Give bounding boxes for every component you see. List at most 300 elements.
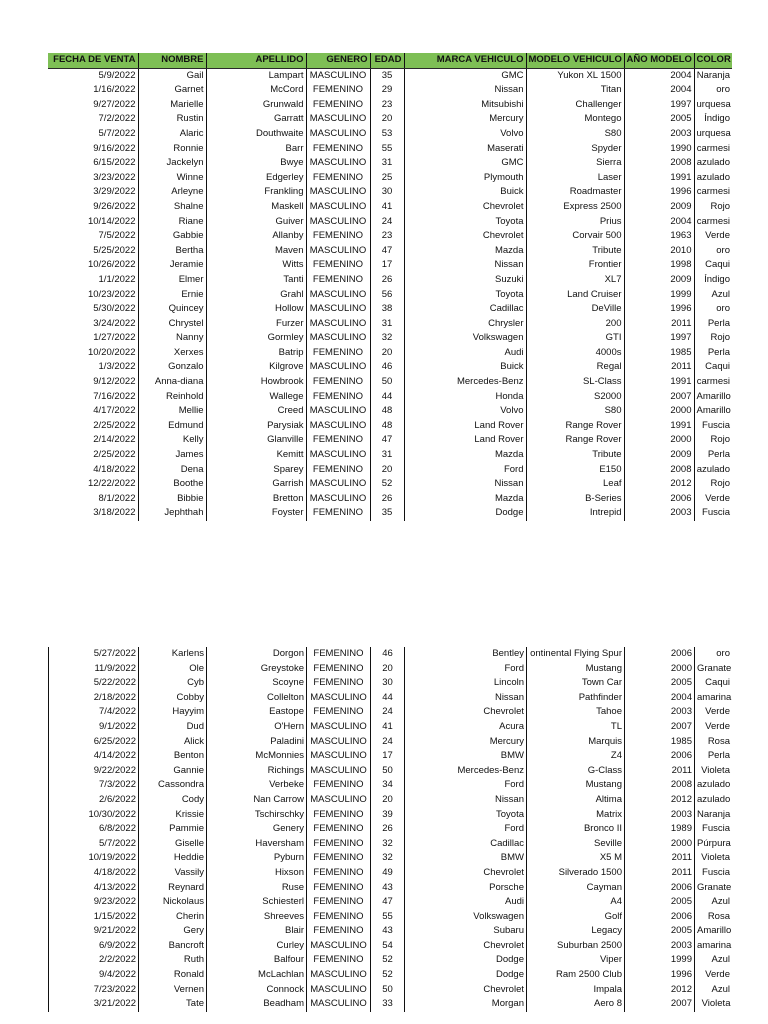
cell-nombre[interactable]: Benton bbox=[139, 749, 207, 764]
cell-anio[interactable]: 2010 bbox=[624, 244, 694, 259]
cell-color[interactable]: Verde bbox=[705, 492, 730, 504]
cell-fecha[interactable]: 7/5/2022 bbox=[48, 229, 138, 244]
cell-genero[interactable]: FEMENINO bbox=[306, 375, 370, 390]
cell-color[interactable]: Violeta bbox=[701, 852, 730, 864]
cell-nombre[interactable]: Arleyne bbox=[138, 185, 206, 200]
cell-color[interactable]: Azul bbox=[711, 983, 730, 995]
cell-genero[interactable]: FEMENINO bbox=[307, 808, 371, 823]
cell-marca[interactable]: Audi bbox=[405, 895, 527, 910]
cell-edad[interactable]: 20 bbox=[371, 662, 405, 677]
cell-anio[interactable]: 2012 bbox=[625, 793, 695, 808]
cell-anio[interactable]: 2007 bbox=[625, 997, 695, 1012]
cell-fecha[interactable]: 4/18/2022 bbox=[48, 463, 138, 478]
cell-genero[interactable]: MASCULINO bbox=[306, 492, 370, 507]
cell-anio[interactable]: 1991 bbox=[624, 375, 694, 390]
cell-apellido[interactable]: Glanville bbox=[206, 433, 306, 448]
cell-marca[interactable]: Chevrolet bbox=[405, 705, 527, 720]
cell-modelo[interactable]: Intrepid bbox=[526, 506, 624, 521]
cell-nombre[interactable]: Shalne bbox=[138, 200, 206, 215]
cell-modelo[interactable]: Cayman bbox=[527, 881, 625, 896]
cell-apellido[interactable]: Hollow bbox=[206, 302, 306, 317]
cell-modelo[interactable]: ontinental Flying Spur bbox=[527, 647, 625, 662]
cell-fecha[interactable]: 1/16/2022 bbox=[48, 83, 138, 98]
cell-marca[interactable]: Suzuki bbox=[404, 273, 526, 288]
cell-marca[interactable]: Nissan bbox=[405, 691, 527, 706]
cell-nombre[interactable]: Rustin bbox=[138, 112, 206, 127]
cell-nombre[interactable]: Jeramie bbox=[138, 258, 206, 273]
cell-edad[interactable]: 23 bbox=[370, 98, 404, 113]
cell-edad[interactable]: 55 bbox=[371, 910, 405, 925]
cell-apellido[interactable]: Barr bbox=[206, 142, 306, 157]
cell-fecha[interactable]: 7/3/2022 bbox=[49, 778, 139, 793]
cell-marca[interactable]: Ford bbox=[404, 463, 526, 478]
cell-marca[interactable]: Nissan bbox=[404, 83, 526, 98]
cell-fecha[interactable]: 9/12/2022 bbox=[48, 375, 138, 390]
cell-genero[interactable]: FEMENINO bbox=[307, 662, 371, 677]
cell-apellido[interactable]: Tanti bbox=[206, 273, 306, 288]
cell-genero[interactable]: FEMENINO bbox=[307, 953, 371, 968]
cell-color[interactable]: Amarillo bbox=[696, 390, 731, 402]
cell-nombre[interactable]: Krissie bbox=[139, 808, 207, 823]
cell-apellido[interactable]: Maskell bbox=[206, 200, 306, 215]
cell-modelo[interactable]: Z4 bbox=[527, 749, 625, 764]
cell-nombre[interactable]: Marielle bbox=[138, 98, 206, 113]
cell-fecha[interactable]: 9/22/2022 bbox=[49, 764, 139, 779]
cell-anio[interactable]: 2000 bbox=[624, 433, 694, 448]
cell-genero[interactable]: FEMENINO bbox=[306, 463, 370, 478]
cell-apellido[interactable]: Paladini bbox=[207, 735, 307, 750]
cell-color[interactable]: Púrpura bbox=[697, 837, 731, 849]
cell-fecha[interactable]: 8/1/2022 bbox=[48, 492, 138, 507]
cell-apellido[interactable]: McCord bbox=[206, 83, 306, 98]
cell-modelo[interactable]: Impala bbox=[527, 983, 625, 998]
cell-genero[interactable]: MASCULINO bbox=[306, 185, 370, 200]
cell-anio[interactable]: 1991 bbox=[624, 171, 694, 186]
cell-apellido[interactable]: Richings bbox=[207, 764, 307, 779]
cell-edad[interactable]: 26 bbox=[370, 492, 404, 507]
cell-fecha[interactable]: 9/21/2022 bbox=[49, 924, 139, 939]
cell-anio[interactable]: 2000 bbox=[624, 404, 694, 419]
cell-genero[interactable]: MASCULINO bbox=[306, 302, 370, 317]
cell-genero[interactable]: FEMENINO bbox=[307, 924, 371, 939]
cell-marca[interactable]: Chevrolet bbox=[405, 939, 527, 954]
cell-anio[interactable]: 2006 bbox=[625, 647, 695, 662]
cell-modelo[interactable]: S2000 bbox=[526, 390, 624, 405]
cell-color[interactable]: Fuscia bbox=[702, 866, 730, 878]
cell-genero[interactable]: FEMENINO bbox=[306, 346, 370, 361]
cell-marca[interactable]: Buick bbox=[404, 185, 526, 200]
cell-nombre[interactable]: Dena bbox=[138, 463, 206, 478]
cell-apellido[interactable]: Grahl bbox=[206, 288, 306, 303]
header-anio[interactable]: AÑO MODELO bbox=[624, 53, 694, 68]
cell-apellido[interactable]: Guiver bbox=[206, 215, 306, 230]
cell-modelo[interactable]: Altima bbox=[527, 793, 625, 808]
cell-apellido[interactable]: Balfour bbox=[207, 953, 307, 968]
cell-color[interactable]: urquesa bbox=[696, 98, 731, 110]
cell-modelo[interactable]: S80 bbox=[526, 404, 624, 419]
cell-anio[interactable]: 2006 bbox=[625, 749, 695, 764]
cell-fecha[interactable]: 10/23/2022 bbox=[48, 288, 138, 303]
cell-apellido[interactable]: Ruse bbox=[207, 881, 307, 896]
cell-marca[interactable]: Mazda bbox=[404, 244, 526, 259]
cell-modelo[interactable]: Montego bbox=[526, 112, 624, 127]
cell-anio[interactable]: 2004 bbox=[624, 215, 694, 230]
cell-color[interactable]: azulado bbox=[696, 171, 730, 183]
cell-color[interactable]: Verde bbox=[705, 230, 730, 242]
cell-edad[interactable]: 48 bbox=[370, 404, 404, 419]
cell-anio[interactable]: 1996 bbox=[624, 185, 694, 200]
cell-color[interactable]: Perla bbox=[707, 750, 730, 762]
cell-edad[interactable]: 26 bbox=[370, 273, 404, 288]
cell-modelo[interactable]: E150 bbox=[526, 463, 624, 478]
cell-anio[interactable]: 1997 bbox=[624, 331, 694, 346]
cell-anio[interactable]: 1963 bbox=[624, 229, 694, 244]
cell-anio[interactable]: 1990 bbox=[624, 142, 694, 157]
cell-anio[interactable]: 2011 bbox=[624, 360, 694, 375]
cell-genero[interactable]: MASCULINO bbox=[307, 968, 371, 983]
cell-color[interactable]: Naranja bbox=[697, 808, 731, 820]
cell-apellido[interactable]: Kilgrove bbox=[206, 360, 306, 375]
cell-fecha[interactable]: 6/9/2022 bbox=[49, 939, 139, 954]
cell-nombre[interactable]: Riane bbox=[138, 215, 206, 230]
cell-marca[interactable]: Mercury bbox=[404, 112, 526, 127]
cell-marca[interactable]: Buick bbox=[404, 360, 526, 375]
cell-edad[interactable]: 48 bbox=[370, 419, 404, 434]
cell-fecha[interactable]: 10/19/2022 bbox=[49, 851, 139, 866]
cell-fecha[interactable]: 6/25/2022 bbox=[49, 735, 139, 750]
cell-genero[interactable]: MASCULINO bbox=[307, 983, 371, 998]
cell-modelo[interactable]: Town Car bbox=[527, 676, 625, 691]
cell-nombre[interactable]: Gail bbox=[138, 68, 206, 83]
cell-color[interactable]: Verde bbox=[705, 706, 730, 718]
cell-apellido[interactable]: McMonnies bbox=[207, 749, 307, 764]
cell-apellido[interactable]: Scoyne bbox=[207, 676, 307, 691]
cell-marca[interactable]: BMW bbox=[405, 749, 527, 764]
cell-edad[interactable]: 49 bbox=[371, 866, 405, 881]
cell-modelo[interactable]: Ram 2500 Club bbox=[527, 968, 625, 983]
cell-edad[interactable]: 34 bbox=[371, 778, 405, 793]
cell-apellido[interactable]: Howbrook bbox=[206, 375, 306, 390]
cell-marca[interactable]: Volkswagen bbox=[404, 331, 526, 346]
cell-edad[interactable]: 55 bbox=[370, 142, 404, 157]
cell-apellido[interactable]: Connock bbox=[207, 983, 307, 998]
cell-edad[interactable]: 47 bbox=[370, 433, 404, 448]
cell-fecha[interactable]: 9/26/2022 bbox=[48, 200, 138, 215]
cell-apellido[interactable]: Foyster bbox=[206, 506, 306, 521]
cell-color[interactable]: oro bbox=[716, 244, 730, 256]
cell-nombre[interactable]: Reinhold bbox=[138, 390, 206, 405]
cell-edad[interactable]: 20 bbox=[371, 793, 405, 808]
cell-anio[interactable]: 2006 bbox=[624, 492, 694, 507]
cell-genero[interactable]: MASCULINO bbox=[306, 317, 370, 332]
cell-color[interactable]: Amarillo bbox=[696, 405, 731, 417]
cell-modelo[interactable]: Yukon XL 1500 bbox=[526, 68, 624, 83]
cell-anio[interactable]: 1999 bbox=[624, 288, 694, 303]
cell-apellido[interactable]: Allanby bbox=[206, 229, 306, 244]
cell-color[interactable]: Perla bbox=[707, 317, 730, 329]
cell-apellido[interactable]: Verbeke bbox=[207, 778, 307, 793]
cell-edad[interactable]: 46 bbox=[370, 360, 404, 375]
cell-apellido[interactable]: Parysiak bbox=[206, 419, 306, 434]
cell-nombre[interactable]: Heddie bbox=[139, 851, 207, 866]
cell-marca[interactable]: Maserati bbox=[404, 142, 526, 157]
cell-color[interactable]: Caqui bbox=[705, 361, 730, 373]
cell-fecha[interactable]: 10/14/2022 bbox=[48, 215, 138, 230]
cell-apellido[interactable]: Eastope bbox=[207, 705, 307, 720]
cell-modelo[interactable]: Challenger bbox=[526, 98, 624, 113]
cell-genero[interactable]: MASCULINO bbox=[306, 68, 370, 83]
cell-modelo[interactable]: Seville bbox=[527, 837, 625, 852]
cell-apellido[interactable]: Collelton bbox=[207, 691, 307, 706]
cell-fecha[interactable]: 3/24/2022 bbox=[48, 317, 138, 332]
cell-modelo[interactable]: Mustang bbox=[527, 662, 625, 677]
cell-genero[interactable]: FEMENINO bbox=[306, 171, 370, 186]
cell-modelo[interactable]: B-Series bbox=[526, 492, 624, 507]
cell-edad[interactable]: 24 bbox=[370, 215, 404, 230]
cell-nombre[interactable]: Anna-diana bbox=[138, 375, 206, 390]
cell-anio[interactable]: 2008 bbox=[624, 156, 694, 171]
cell-marca[interactable]: Mercedes-Benz bbox=[405, 764, 527, 779]
cell-nombre[interactable]: Hayyim bbox=[139, 705, 207, 720]
cell-color[interactable]: Azul bbox=[711, 288, 730, 300]
cell-anio[interactable]: 2009 bbox=[624, 200, 694, 215]
cell-edad[interactable]: 50 bbox=[370, 375, 404, 390]
cell-nombre[interactable]: Mellie bbox=[138, 404, 206, 419]
cell-edad[interactable]: 31 bbox=[370, 448, 404, 463]
cell-marca[interactable]: Nissan bbox=[404, 258, 526, 273]
cell-genero[interactable]: FEMENINO bbox=[306, 229, 370, 244]
cell-anio[interactable]: 2007 bbox=[625, 720, 695, 735]
cell-genero[interactable]: FEMENINO bbox=[307, 705, 371, 720]
cell-edad[interactable]: 24 bbox=[371, 735, 405, 750]
cell-apellido[interactable]: Batrip bbox=[206, 346, 306, 361]
cell-fecha[interactable]: 5/7/2022 bbox=[48, 127, 138, 142]
cell-fecha[interactable]: 4/18/2022 bbox=[49, 866, 139, 881]
cell-edad[interactable]: 23 bbox=[370, 229, 404, 244]
cell-apellido[interactable]: Sparey bbox=[206, 463, 306, 478]
cell-color[interactable]: Amarillo bbox=[697, 925, 732, 937]
cell-nombre[interactable]: Kelly bbox=[138, 433, 206, 448]
cell-apellido[interactable]: Maven bbox=[206, 244, 306, 259]
cell-anio[interactable]: 2003 bbox=[625, 939, 695, 954]
cell-modelo[interactable]: DeVille bbox=[526, 302, 624, 317]
cell-modelo[interactable]: Range Rover bbox=[526, 419, 624, 434]
header-marca[interactable]: MARCA VEHICULO bbox=[404, 53, 526, 68]
cell-anio[interactable]: 2004 bbox=[624, 68, 694, 83]
cell-apellido[interactable]: Frankling bbox=[206, 185, 306, 200]
cell-anio[interactable]: 2000 bbox=[625, 662, 695, 677]
cell-marca[interactable]: BMW bbox=[405, 851, 527, 866]
cell-edad[interactable]: 30 bbox=[370, 185, 404, 200]
cell-modelo[interactable]: Prius bbox=[526, 215, 624, 230]
cell-color[interactable]: carmesi bbox=[696, 142, 730, 154]
cell-fecha[interactable]: 9/1/2022 bbox=[49, 720, 139, 735]
cell-apellido[interactable]: Blair bbox=[207, 924, 307, 939]
cell-apellido[interactable]: Witts bbox=[206, 258, 306, 273]
header-nombre[interactable]: NOMBRE bbox=[138, 53, 206, 68]
cell-apellido[interactable]: Nan Carrow bbox=[207, 793, 307, 808]
cell-color[interactable]: azulado bbox=[697, 793, 731, 805]
cell-edad[interactable]: 33 bbox=[371, 997, 405, 1012]
cell-anio[interactable]: 2005 bbox=[625, 676, 695, 691]
cell-nombre[interactable]: Ruth bbox=[139, 953, 207, 968]
cell-edad[interactable]: 41 bbox=[370, 200, 404, 215]
cell-anio[interactable]: 2008 bbox=[624, 463, 694, 478]
cell-color[interactable]: Índigo bbox=[704, 273, 730, 285]
cell-fecha[interactable]: 9/27/2022 bbox=[48, 98, 138, 113]
cell-modelo[interactable]: Tribute bbox=[526, 244, 624, 259]
cell-nombre[interactable]: Boothe bbox=[138, 477, 206, 492]
cell-anio[interactable]: 2003 bbox=[624, 506, 694, 521]
cell-marca[interactable]: Morgan bbox=[405, 997, 527, 1012]
cell-apellido[interactable]: McLachlan bbox=[207, 968, 307, 983]
cell-anio[interactable]: 2007 bbox=[624, 390, 694, 405]
cell-nombre[interactable]: Ronald bbox=[139, 968, 207, 983]
cell-fecha[interactable]: 7/16/2022 bbox=[48, 390, 138, 405]
cell-modelo[interactable]: Titan bbox=[526, 83, 624, 98]
cell-fecha[interactable]: 5/25/2022 bbox=[48, 244, 138, 259]
cell-genero[interactable]: MASCULINO bbox=[307, 735, 371, 750]
cell-modelo[interactable]: Pathfinder bbox=[527, 691, 625, 706]
cell-apellido[interactable]: Shreeves bbox=[207, 910, 307, 925]
cell-fecha[interactable]: 2/6/2022 bbox=[49, 793, 139, 808]
cell-anio[interactable]: 2008 bbox=[625, 778, 695, 793]
cell-fecha[interactable]: 7/23/2022 bbox=[49, 983, 139, 998]
cell-modelo[interactable]: A4 bbox=[527, 895, 625, 910]
cell-color[interactable]: urquesa bbox=[696, 127, 731, 139]
cell-genero[interactable]: FEMENINO bbox=[307, 881, 371, 896]
cell-nombre[interactable]: Giselle bbox=[139, 837, 207, 852]
cell-anio[interactable]: 2012 bbox=[625, 983, 695, 998]
cell-apellido[interactable]: Creed bbox=[206, 404, 306, 419]
header-color[interactable]: COLOR bbox=[694, 53, 732, 68]
cell-edad[interactable]: 25 bbox=[370, 171, 404, 186]
cell-edad[interactable]: 35 bbox=[370, 506, 404, 521]
cell-genero[interactable]: FEMENINO bbox=[307, 676, 371, 691]
cell-edad[interactable]: 29 bbox=[370, 83, 404, 98]
cell-marca[interactable]: Chevrolet bbox=[404, 200, 526, 215]
cell-edad[interactable]: 32 bbox=[370, 331, 404, 346]
cell-fecha[interactable]: 2/14/2022 bbox=[48, 433, 138, 448]
cell-modelo[interactable]: Frontier bbox=[526, 258, 624, 273]
cell-genero[interactable]: FEMENINO bbox=[307, 647, 371, 662]
cell-color[interactable]: Índigo bbox=[704, 113, 730, 125]
cell-modelo[interactable]: Legacy bbox=[527, 924, 625, 939]
cell-genero[interactable]: MASCULINO bbox=[306, 112, 370, 127]
cell-marca[interactable]: Ford bbox=[405, 662, 527, 677]
cell-modelo[interactable]: Tribute bbox=[526, 448, 624, 463]
cell-edad[interactable]: 20 bbox=[370, 463, 404, 478]
cell-genero[interactable]: FEMENINO bbox=[307, 822, 371, 837]
cell-color[interactable]: Rojo bbox=[710, 478, 730, 490]
cell-anio[interactable]: 2000 bbox=[625, 837, 695, 852]
cell-fecha[interactable]: 11/9/2022 bbox=[49, 662, 139, 677]
cell-edad[interactable]: 17 bbox=[370, 258, 404, 273]
cell-edad[interactable]: 50 bbox=[371, 764, 405, 779]
cell-color[interactable]: carmesi bbox=[696, 215, 730, 227]
cell-color[interactable]: Rojo bbox=[710, 434, 730, 446]
cell-fecha[interactable]: 5/30/2022 bbox=[48, 302, 138, 317]
cell-apellido[interactable]: Schiesterl bbox=[207, 895, 307, 910]
cell-marca[interactable]: Volkswagen bbox=[405, 910, 527, 925]
cell-marca[interactable]: Chevrolet bbox=[404, 229, 526, 244]
cell-color[interactable]: amarina bbox=[697, 691, 732, 703]
cell-genero[interactable]: FEMENINO bbox=[306, 142, 370, 157]
cell-genero[interactable]: FEMENINO bbox=[307, 866, 371, 881]
cell-modelo[interactable]: 200 bbox=[526, 317, 624, 332]
cell-fecha[interactable]: 1/3/2022 bbox=[48, 360, 138, 375]
cell-nombre[interactable]: Xerxes bbox=[138, 346, 206, 361]
cell-fecha[interactable]: 7/2/2022 bbox=[48, 112, 138, 127]
cell-nombre[interactable]: Karlens bbox=[139, 647, 207, 662]
cell-modelo[interactable]: Range Rover bbox=[526, 433, 624, 448]
cell-nombre[interactable]: James bbox=[138, 448, 206, 463]
cell-edad[interactable]: 47 bbox=[371, 895, 405, 910]
cell-modelo[interactable]: Leaf bbox=[526, 477, 624, 492]
cell-genero[interactable]: FEMENINO bbox=[307, 851, 371, 866]
cell-anio[interactable]: 2003 bbox=[625, 705, 695, 720]
cell-fecha[interactable]: 2/25/2022 bbox=[48, 448, 138, 463]
cell-modelo[interactable]: 4000s bbox=[526, 346, 624, 361]
cell-color[interactable]: Verde bbox=[705, 969, 730, 981]
cell-anio[interactable]: 1991 bbox=[624, 419, 694, 434]
cell-anio[interactable]: 1985 bbox=[625, 735, 695, 750]
cell-modelo[interactable]: Aero 8 bbox=[527, 997, 625, 1012]
cell-nombre[interactable]: Gery bbox=[139, 924, 207, 939]
cell-apellido[interactable]: Gormley bbox=[206, 331, 306, 346]
cell-fecha[interactable]: 3/23/2022 bbox=[48, 171, 138, 186]
cell-marca[interactable]: GMC bbox=[404, 156, 526, 171]
cell-apellido[interactable]: Furzer bbox=[206, 317, 306, 332]
cell-modelo[interactable]: Viper bbox=[527, 953, 625, 968]
cell-apellido[interactable]: Curley bbox=[207, 939, 307, 954]
cell-color[interactable]: azulado bbox=[696, 157, 730, 169]
cell-nombre[interactable]: Reynard bbox=[139, 881, 207, 896]
cell-marca[interactable]: Porsche bbox=[405, 881, 527, 896]
cell-nombre[interactable]: Nanny bbox=[138, 331, 206, 346]
cell-fecha[interactable]: 10/26/2022 bbox=[48, 258, 138, 273]
cell-genero[interactable]: FEMENINO bbox=[307, 895, 371, 910]
cell-edad[interactable]: 32 bbox=[371, 851, 405, 866]
cell-color[interactable]: Caqui bbox=[705, 259, 730, 271]
cell-apellido[interactable]: Garratt bbox=[206, 112, 306, 127]
cell-marca[interactable]: Nissan bbox=[405, 793, 527, 808]
cell-apellido[interactable]: Genery bbox=[207, 822, 307, 837]
cell-edad[interactable]: 32 bbox=[371, 837, 405, 852]
cell-fecha[interactable]: 3/29/2022 bbox=[48, 185, 138, 200]
cell-anio[interactable]: 1985 bbox=[624, 346, 694, 361]
cell-modelo[interactable]: TL bbox=[527, 720, 625, 735]
cell-marca[interactable]: Mercury bbox=[405, 735, 527, 750]
cell-marca[interactable]: Nissan bbox=[404, 477, 526, 492]
cell-marca[interactable]: Lincoln bbox=[405, 676, 527, 691]
header-genero[interactable]: GENERO bbox=[306, 53, 370, 68]
cell-nombre[interactable]: Cassondra bbox=[139, 778, 207, 793]
cell-genero[interactable]: FEMENINO bbox=[307, 778, 371, 793]
cell-edad[interactable]: 44 bbox=[371, 691, 405, 706]
cell-nombre[interactable]: Quincey bbox=[138, 302, 206, 317]
cell-nombre[interactable]: Alick bbox=[139, 735, 207, 750]
cell-edad[interactable]: 38 bbox=[370, 302, 404, 317]
cell-nombre[interactable]: Cody bbox=[139, 793, 207, 808]
cell-nombre[interactable]: Elmer bbox=[138, 273, 206, 288]
cell-genero[interactable]: MASCULINO bbox=[306, 331, 370, 346]
cell-genero[interactable]: MASCULINO bbox=[307, 793, 371, 808]
cell-modelo[interactable]: Mustang bbox=[527, 778, 625, 793]
cell-apellido[interactable]: Bwye bbox=[206, 156, 306, 171]
cell-color[interactable]: carmesi bbox=[696, 186, 730, 198]
cell-genero[interactable]: MASCULINO bbox=[306, 419, 370, 434]
